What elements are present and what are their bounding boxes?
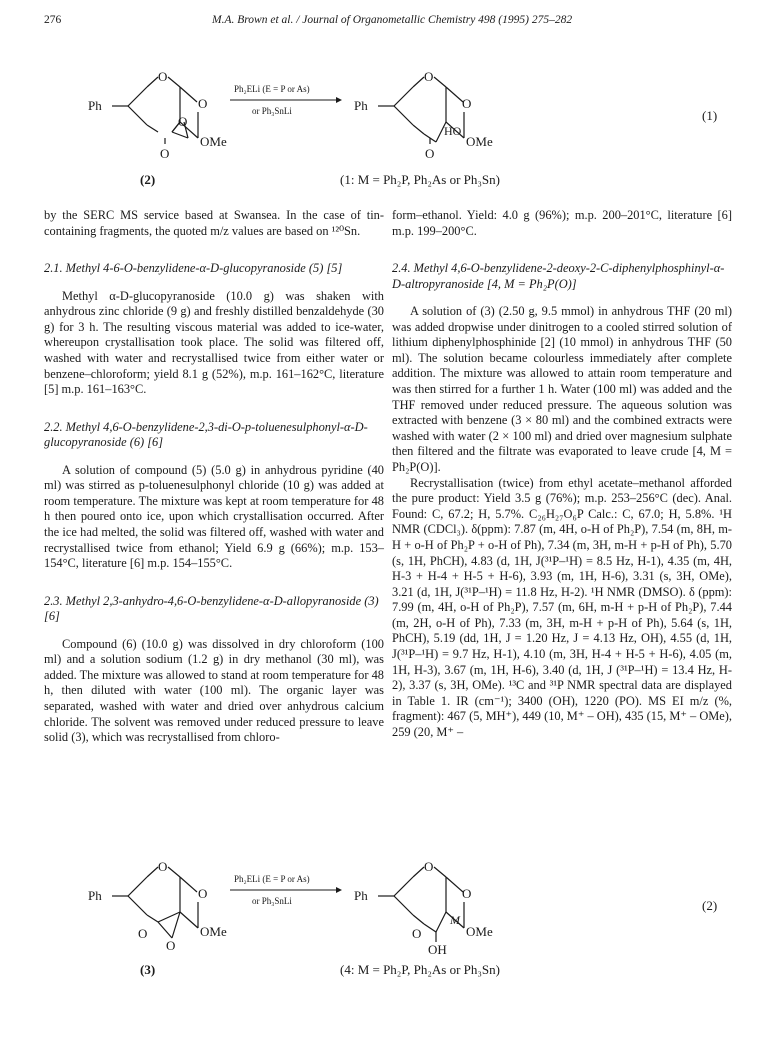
- product-label: (4: M = Ph₂P, Ph₂As or Ph₃Sn): [340, 962, 500, 977]
- arrow-head: [336, 887, 342, 893]
- atom-o: O: [425, 146, 435, 161]
- reagent-bottom: or Ph₃SnLi: [252, 896, 292, 906]
- arrow-head: [336, 97, 342, 103]
- reactant-2-structure: [112, 77, 198, 144]
- atom-o: O: [160, 146, 170, 161]
- equation-number: (1): [702, 108, 718, 123]
- atom-ho: HO: [444, 124, 462, 138]
- compound-label: (3): [140, 962, 156, 977]
- reagent-bottom: or Ph₃SnLi: [252, 106, 292, 116]
- running-header: [44, 14, 734, 30]
- intro-paragraph: by the SERC MS service based at Swansea. In the case of tin-containing fragments, the quoted m/z values are based on ¹²⁰Sn.: [44, 208, 384, 238]
- atom-o: O: [424, 69, 434, 84]
- section-heading: 2.3. Methyl 2,3-anhydro-4,6-O-benzylidene-α-D-allopyranoside (3) [6]: [44, 593, 379, 624]
- body-paragraph: A solution of (3) (2.50 g, 9.5 mmol) in anhydrous THF (20 ml) was added dropwise under dinitrogen to a cooled stirred solution of lithium diphenylphosphinide [2] (10 mmol) in anhydrous THF (50 ml). The solution became colourless immediately after complete addition. The mixture was allowed to attain room temperature and was then stirred for a further 1 h. Water (100 ml) was added and the THF removed under reduced pressure. The aqueous solution was extracted with benzene (3 × 80 ml) and the combined extracts were washed with water (2 × 100 ml) and dried over magnesium sulphate then filtered and the filtrate was evaporated to leave crude [4, M = Ph₂P(O)].: [392, 304, 732, 474]
- reaction-scheme-1: [0, 62, 768, 192]
- atom-m: M: [450, 913, 460, 927]
- atom-o: O: [178, 114, 188, 129]
- reactant-3-structure: [112, 867, 198, 938]
- atom-o: O: [462, 886, 472, 901]
- body-paragraph: Recrystallisation (twice) from ethyl acetate–methanol afforded the pure product: Yield 3.5 g (76%); m.p. 253–256°C (dec). Anal. Found: C, 67.2; H, 5.7%. C₂₆H₂₇O₆P Calc.: C, 67.0; H, 5.8%. ¹H NMR (CDCl₃). δ(ppm): 7.87 (m, 4H, o-H of Ph₂P), 7.54 (m, 8H, m-H + o-H of Ph₂P + o-H of Ph), 7.34 (m, 3H, m-H + p-H of Ph), 5.70 (s, 1H, PhCH), 4.83 (d, 1H, J(³¹P–¹H) = 8.5 Hz, H-1), 4.35 (m, 4H, H-3 + H-4 + H-5 + H-6), 3.93 (m, 1H, H-6), 3.31 (s, 3H, OMe), 3.21 (d, 1H, J(³¹P–¹H) = 11.8 Hz, H-2). ¹H NMR (DMSO). δ (ppm): 7.99 (m, 4H, o-H of Ph₂P), 7.57 (m, 6H, m-H + p-H of Ph₂P), 7.44 (m, 2H, o-H of Ph), 7.33 (m, 3H, m-H + p-H of Ph), 5.64 (s, 1H, PhCH), 5.19 (dd, 1H, J = 1.20 Hz, J = 4.13 Hz, OH), 4.55 (d, 1H, J(³¹P–¹H) = 9.7 Hz, H-1), 4.10 (m, 3H, H-4 + H-5 + H-6), 4.05 (m, 1H, H-3), 3.67 (m, 1H, H-6), 3.40 (d, 1H, J (³¹P–¹H) = 13.4 Hz, H-2), 3.37 (s, 3H, OMe). ¹³C and ³¹P NMR spectral data are displayed in Table 1. IR (cm⁻¹); 3400 (OH), 1220 (PO). MS EI m/z (%, fragment): 467 (5, MH⁺), 449 (10, M⁺ – OH), 435 (15, M⁺ – OMe), 259 (20, M⁺ –: [392, 475, 733, 740]
- right-column: [392, 208, 732, 741]
- section-heading: 2.4. Methyl 4,6-O-benzylidene-2-deoxy-2-C-diphenylphosphinyl-α-D-altropyranoside [4, M = Ph₂P(O)]: [392, 261, 725, 291]
- page-number: 276: [44, 14, 62, 26]
- atom-ome: OMe: [466, 924, 493, 939]
- atom-ph: Ph: [354, 888, 368, 903]
- atom-o: O: [424, 859, 434, 874]
- atom-ph: Ph: [88, 98, 102, 113]
- atom-ph: Ph: [354, 98, 368, 113]
- reaction-scheme-2: [0, 852, 768, 982]
- reagent-top: Ph₂ELi (E = P or As): [234, 84, 310, 94]
- atom-ph: Ph: [88, 888, 102, 903]
- atom-ome: OMe: [200, 134, 227, 149]
- equation-number: (2): [702, 898, 718, 913]
- atom-o: O: [158, 69, 168, 84]
- section-heading: 2.1. Methyl 4-6-O-benzylidene-α-D-glucopyranoside (5) [5]: [44, 261, 343, 276]
- atom-o: O: [138, 926, 148, 941]
- body-paragraph: Methyl α-D-glucopyranoside (10.0 g) was shaken with anhydrous zinc chloride (9 g) and freshly distilled benzaldehyde (30 g) for 3 h. The resulting viscous material was added to ice-water, whereupon crystallisation took place. The solid was filtered off, washed with water and recrystallised twice from either water or benzene–chloroform; yield 8.1 g (52%), m.p. 161–162°C, literature [5] m.p. 161–163°C.: [44, 288, 384, 397]
- reagent-top: Ph₂ELi (E = P or As): [234, 874, 310, 884]
- atom-o: O: [462, 96, 472, 111]
- body-paragraph: A solution of compound (5) (5.0 g) in anhydrous pyridine (40 ml) was stirred as p-toluenesulphonyl chloride (10 g) was added at room temperature. The mixture was kept at room temperature for 48 h then poured onto ice, upon which crystallisation occurred. After the ice had melted, the solid was filtered off, washed with water and recrystallised twice from ethanol; Yield 6.9 g (66%); m.p. 153–154°C, literature [6] m.p. 154–155°C.: [44, 462, 384, 571]
- atom-o: O: [198, 96, 208, 111]
- atom-o: O: [166, 938, 176, 953]
- left-column: [44, 208, 384, 746]
- compound-label: (2): [140, 172, 156, 187]
- atom-ome: OMe: [466, 134, 493, 149]
- product-label: (1: M = Ph₂P, Ph₂As or Ph₃Sn): [340, 172, 500, 187]
- atom-oh: OH: [428, 942, 447, 957]
- atom-o: O: [412, 926, 422, 941]
- section-heading: 2.2. Methyl 4,6-O-benzylidene-2,3-di-O-p-toluenesulphonyl-α-D-glucopyranoside (6) [6]: [44, 419, 368, 450]
- atom-o: O: [198, 886, 208, 901]
- atom-ome: OMe: [200, 924, 227, 939]
- body-paragraph: form–ethanol. Yield: 4.0 g (96%); m.p. 200–201°C, literature [6] m.p. 199–200°C.: [392, 208, 732, 238]
- body-paragraph: Compound (6) (10.0 g) was dissolved in dry chloroform (100 ml) and a solution sodium (1.2 g) in dry methanol (30 ml), was added. The mixture was allowed to stand at room temperature for 48 h, then diluted with water (100 ml). The organic layer was separated, washed with water and dried over anhydrous calcium chloride. The solvent was removed under reduced pressure to leave solid (3), which was recrystallised from chloro-: [44, 636, 384, 745]
- atom-o: O: [158, 859, 168, 874]
- running-title: M.A. Brown et al. / Journal of Organometallic Chemistry 498 (1995) 275–282: [212, 14, 573, 26]
